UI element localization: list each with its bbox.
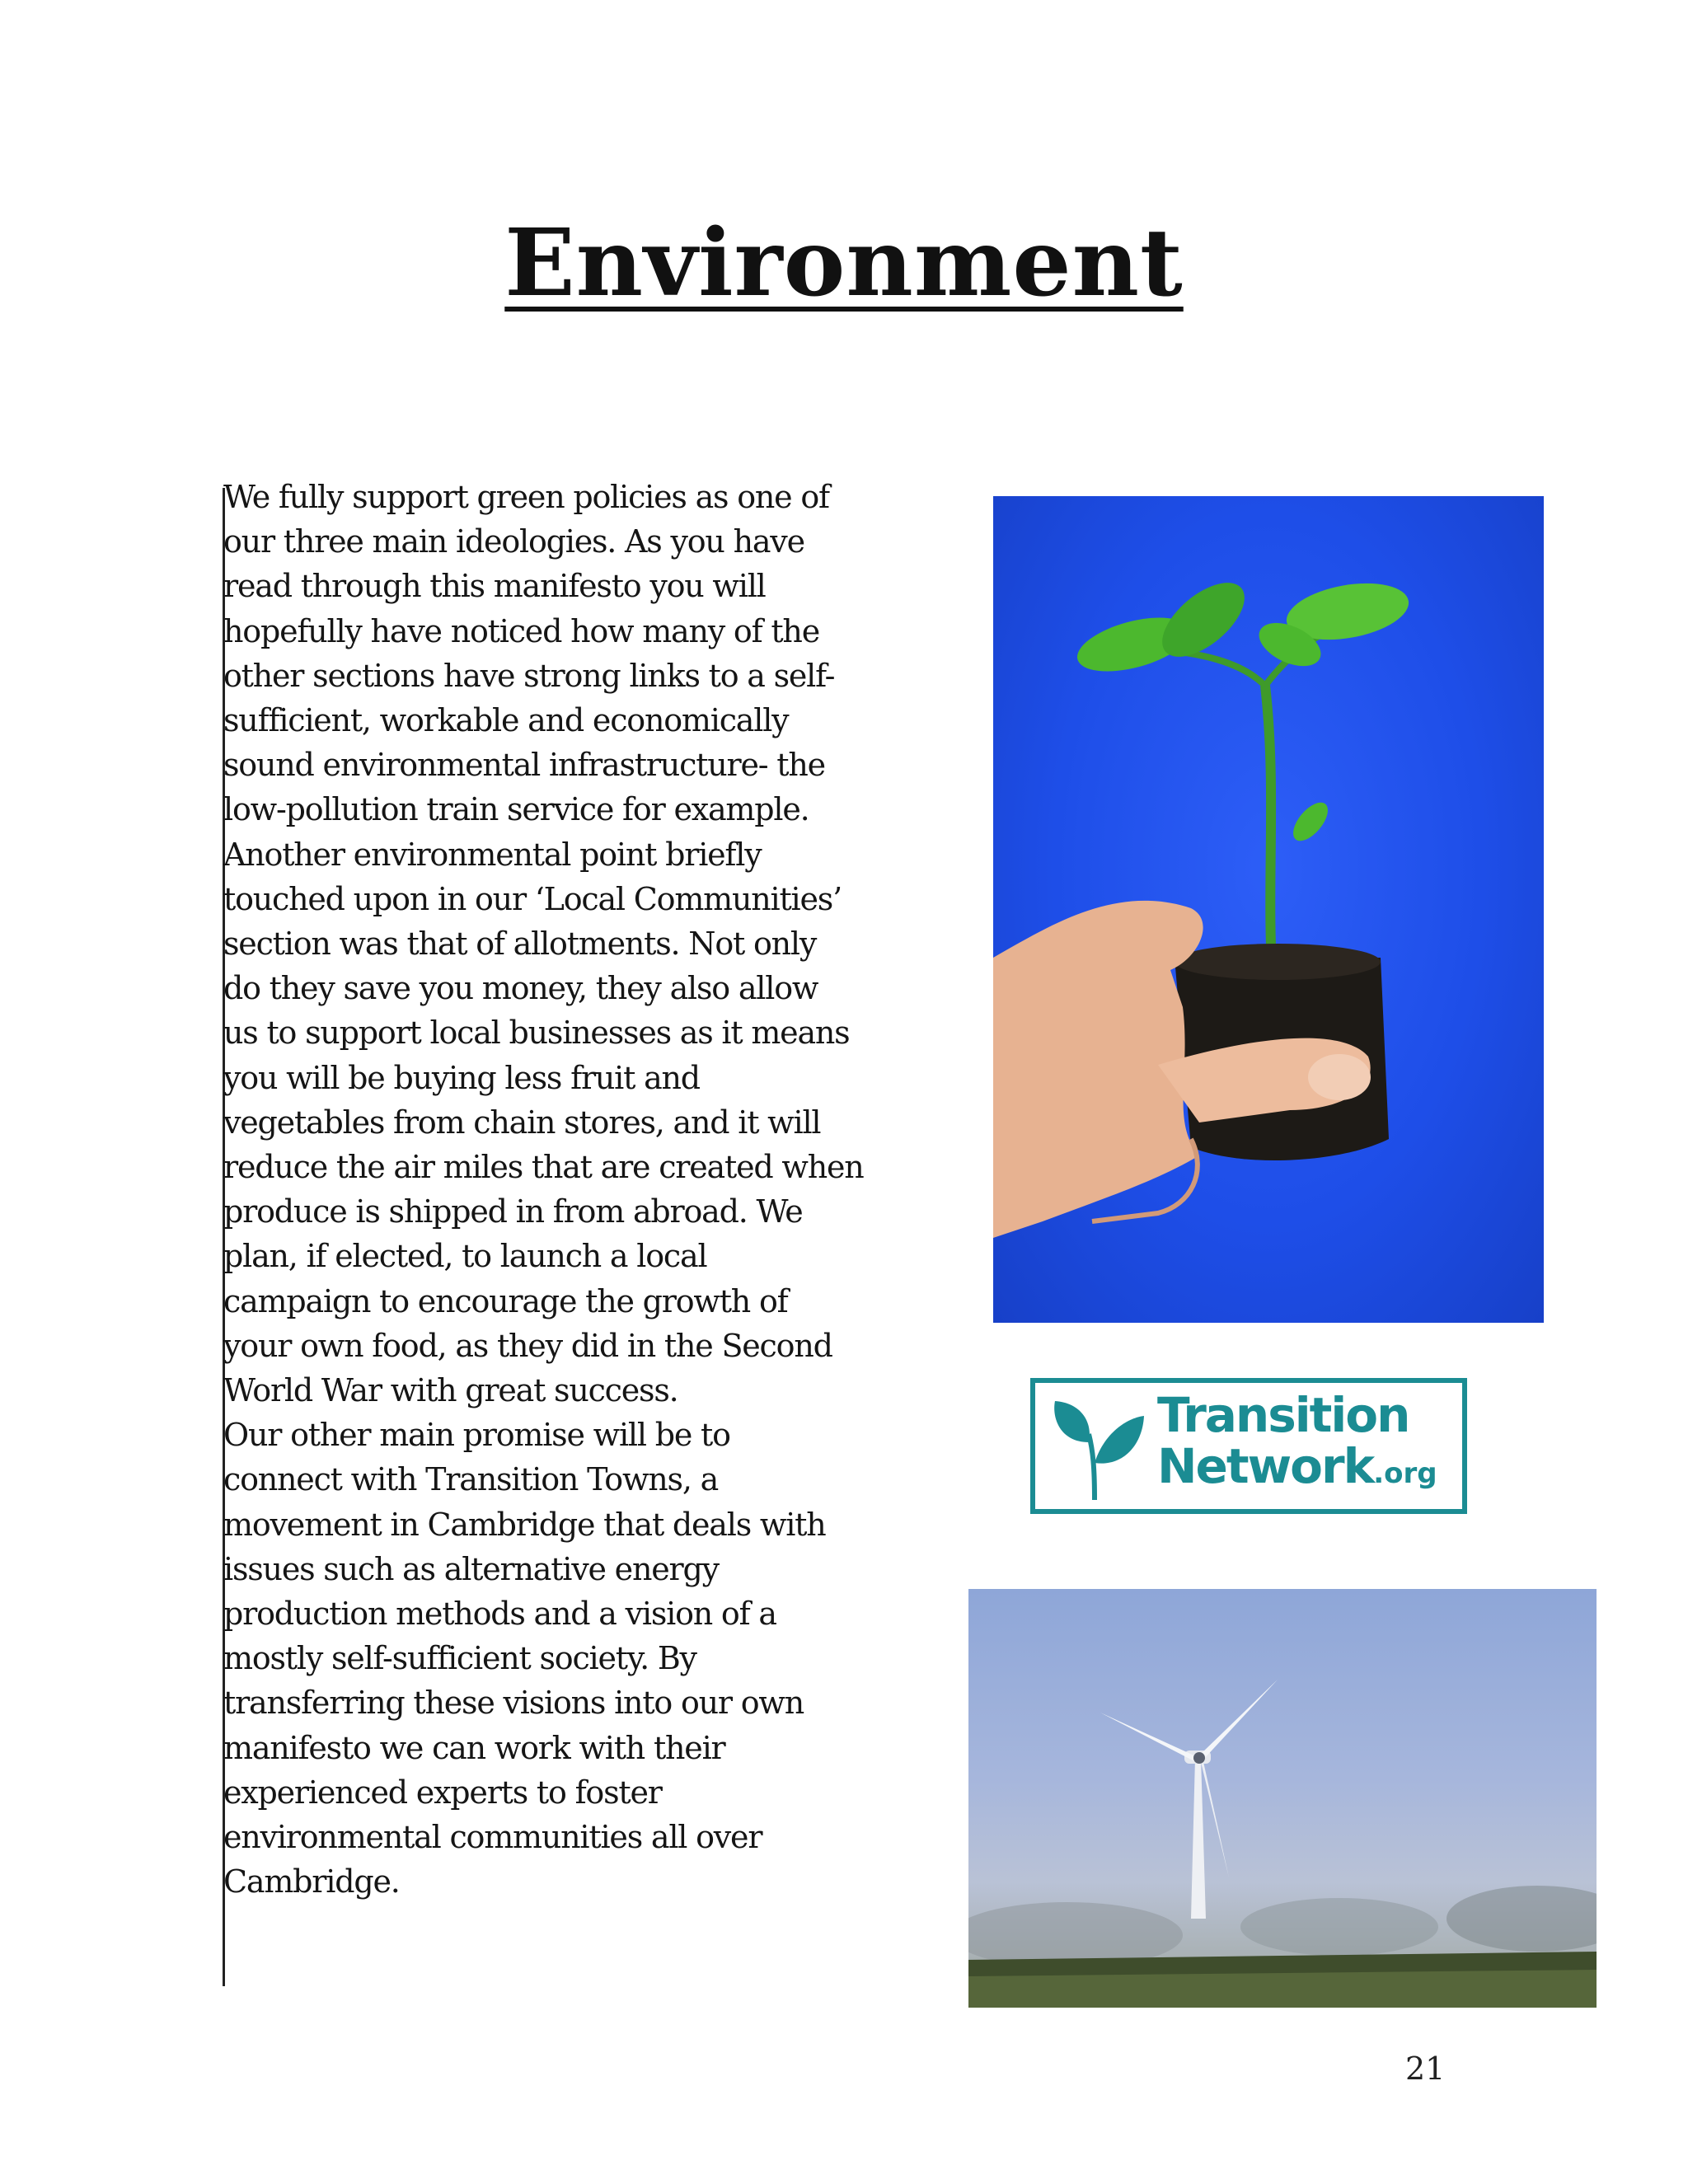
body-line: section was that of allotments. Not only	[223, 926, 817, 963]
leaf-icon	[1043, 1385, 1151, 1508]
page-number: 21	[1405, 2050, 1446, 2087]
body-line: connect with Transition Towns, a	[223, 1461, 719, 1498]
body-line: production methods and a vision of a	[223, 1596, 776, 1633]
body-line: low-pollution train service for example.	[223, 791, 809, 828]
body-line: movement in Cambridge that deals with	[223, 1506, 826, 1543]
transition-network-logo[interactable]	[1030, 1378, 1467, 1514]
body-line: manifesto we can work with their	[223, 1729, 725, 1766]
body-line: do they save you money, they also allow	[223, 970, 818, 1007]
wind-turbine-photo	[968, 1589, 1597, 2008]
body-line: transferring these visions into our own	[223, 1685, 804, 1722]
body-line: vegetables from chain stores, and it will	[223, 1104, 821, 1141]
seedling-photo	[993, 496, 1544, 1323]
body-line: Cambridge.	[223, 1863, 400, 1900]
body-line: us to support local businesses as it means	[223, 1015, 850, 1052]
body-line: reduce the air miles that are created when	[223, 1149, 864, 1186]
wind-turbine-illustration	[968, 1589, 1597, 2008]
body-line: Another environmental point briefly	[223, 836, 762, 873]
body-line: hopefully have noticed how many of the	[223, 612, 819, 649]
body-line: other sections have strong links to a self-	[223, 657, 835, 694]
body-line: touched upon in our ‘Local Communities’	[223, 880, 842, 917]
body-line: issues such as alternative energy	[223, 1550, 719, 1587]
body-paragraph	[223, 475, 866, 1905]
page-title: Environment	[504, 209, 1184, 317]
body-line: read through this manifesto you will	[223, 568, 766, 605]
logo-line-2: Network.org	[1157, 1438, 1437, 1494]
body-line: produce is shipped in from abroad. We	[223, 1193, 803, 1230]
body-line: experienced experts to foster	[223, 1774, 662, 1811]
logo-line-1: Transition	[1157, 1387, 1409, 1443]
body-line: Our other main promise will be to	[223, 1417, 730, 1454]
body-line: our three main ideologies. As you have	[223, 523, 804, 560]
body-line: sufficient, workable and economically	[223, 702, 789, 739]
body-line: campaign to encourage the growth of	[223, 1282, 788, 1319]
body-line: your own food, as they did in the Second	[223, 1327, 832, 1364]
seedling-illustration	[993, 496, 1544, 1323]
logo-wordmark	[1157, 1387, 1437, 1499]
body-line: sound environmental infrastructure- the	[223, 747, 825, 784]
logo-suffix: .org	[1373, 1457, 1437, 1490]
body-line: environmental communities all over	[223, 1819, 762, 1856]
body-line: mostly self-sufficient society. By	[223, 1640, 696, 1677]
body-line: We fully support green policies as one of	[223, 479, 829, 515]
body-line: World War with great success.	[223, 1372, 678, 1409]
body-line: plan, if elected, to launch a local	[223, 1238, 707, 1275]
body-line: you will be buying less fruit and	[223, 1059, 700, 1096]
